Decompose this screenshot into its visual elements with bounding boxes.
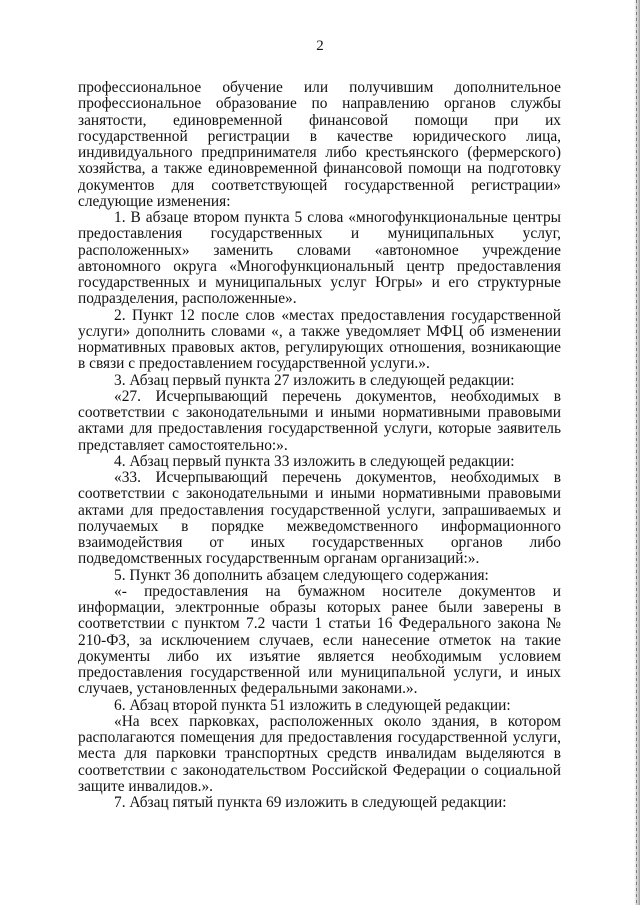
scan-edge-line: [636, 0, 637, 905]
paragraph-item-3: 3. Абзац первый пункта 27 изложить в следующей редакции:: [114, 371, 515, 389]
paragraph-item-6: 6. Абзац второй пункта 51 изложить в следующей редакции:: [114, 696, 511, 714]
paragraph-item-4-quote: «33. Исчерпывающий перечень документов, необходимых в соответствии с законодательными и иными нормативными правовыми актами для предоставления государственной услуги, запрашиваемых и получаемых в порядке межведомственного информационного взаимодействия от иных государственных органов либо подведомственных государственным органам организаций:».: [78, 469, 561, 568]
paragraph-item-5: 5. Пункт 36 дополнить абзацем следующего содержания:: [114, 566, 489, 584]
paragraph-intro-continuation: профессиональное обучение или получившим дополнительное профессиональное образование по направлению органов службы занятости, единовременной финансовой помощи при их государственной регистрации в качестве юридического лица, индивидуального предпринимателя либо крестьянского (фермерского) хозяйства, а также единовременной финансовой помощи на подготовку документов для соответствующей государственной регистрации» следующие изменения:: [78, 79, 561, 210]
page-number: 2: [316, 38, 324, 54]
paragraph-item-1: 1. В абзаце втором пункта 5 слова «многофункциональные центры предоставления государственных и муниципальных услуг, расположенных» заменить словами «автономное учреждение автономного округа «Многофункциональный центр предоставления государственных и муниципальных услуг Югры» и его структурные подразделения, расположенные».: [78, 209, 561, 308]
paragraph-item-4: 4. Абзац первый пункта 33 изложить в следующей редакции:: [114, 452, 515, 470]
document-body: [78, 80, 561, 811]
paragraph-item-3-quote: «27. Исчерпывающий перечень документов, необходимых в соответствии с законодательными и иными нормативными правовыми актами для предоставления государственной услуги, которые заявитель представляет самостоятельно:».: [78, 387, 561, 454]
scan-edge-shadow: [634, 0, 640, 905]
paragraph-item-2: 2. Пункт 12 после слов «местах предоставления государственной услуги» дополнить словами «, а также уведомляет МФЦ об изменении нормативных правовых актов, регулирующих отношения, возникающие в связи с предоставлением государственной услуги.».: [78, 306, 561, 373]
paragraph-item-7: 7. Абзац пятый пункта 69 изложить в следующей редакции:: [114, 794, 507, 811]
paragraph-item-5-quote: «- предоставления на бумажном носителе документов и информации, электронные образы которых ранее были заверены в соответствии с пунктом 7.2 части 1 статьи 16 Федерального закона № 210-ФЗ, за исключением случаев, если нанесение отметок на такие документы либо их изъятие является необходимым условием предоставления государственной или муниципальной услуги, и иных случаев, установленных федеральными законами.».: [78, 582, 561, 698]
paragraph-item-6-quote: «На всех парковках, расположенных около здания, в котором располагаются помещения для предоставления государственной услуги, места для парковки транспортных средств инвалидам выделяются в соответствии с законодательством Российской Федерации о социальной защите инвалидов.».: [78, 712, 561, 795]
